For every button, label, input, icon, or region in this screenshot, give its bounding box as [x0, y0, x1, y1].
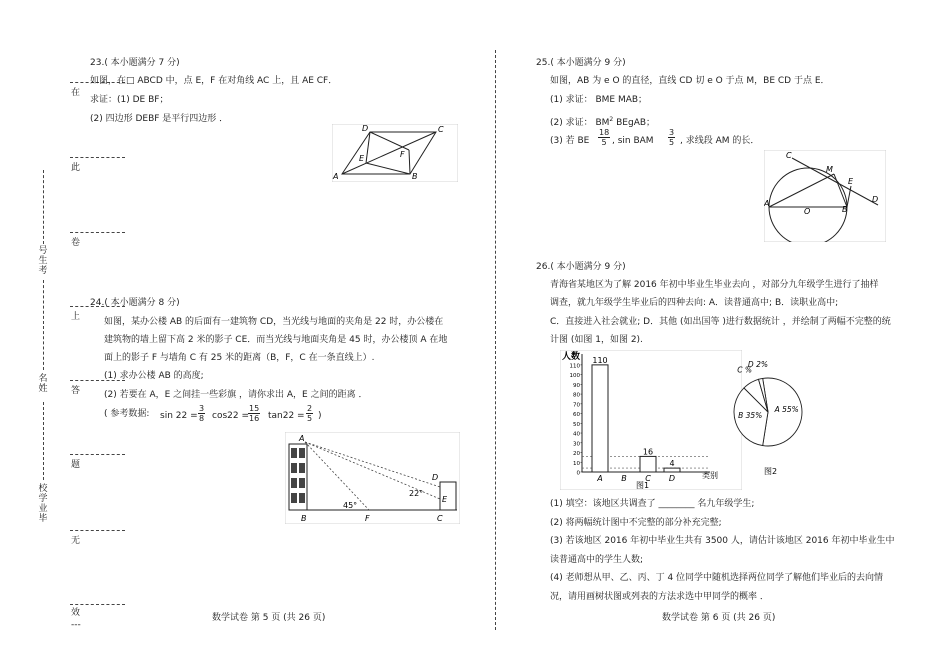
right-footer: 数学试卷 第 6 页 (共 26 页) [662, 613, 776, 623]
margin-word: 上 [71, 312, 81, 322]
label-C: C [438, 125, 444, 134]
frac-cos22: $\frac{15}{16}$ [249, 404, 260, 423]
label-E: E [442, 495, 448, 504]
bar-C [640, 456, 656, 472]
q24-line4: (1) 求办公楼 AB 的高度; [104, 371, 204, 381]
margin-word: 卷 [71, 238, 81, 248]
q26-line2: 调查，就九年级学生毕业后的四种去向: A．读普通高中; B．读职业高中; [550, 298, 839, 308]
q23-line2: 求证：(1) DE BF； [90, 95, 169, 105]
y-tick-label: 70 [573, 402, 580, 409]
margin-word: 效 [71, 608, 81, 618]
chart-title: 图1 [636, 481, 650, 490]
q24-header: 24.( 本小题满分 8 分) [90, 298, 180, 308]
q23-line3: (2) 四边形 DEBF 是平行四边形 ． [90, 114, 229, 124]
frac-tan22: $\frac{2}{5}$ [307, 404, 313, 423]
q24-line1: 如图，某办公楼 AB 的后面有一建筑物 CD，当光线与地面的夹角是 22 时，办公楼在 [104, 317, 444, 327]
q26-line4: 计图 (如图 1，如图 2). [550, 335, 643, 345]
label-D: D [432, 473, 439, 482]
q24-line5: (2) 若要在 A，E 之间挂一些彩旗 ，请你求出 A，E 之间的距离 ． [104, 390, 368, 400]
label-name: 名姓 [38, 374, 48, 394]
parallelogram-figure [332, 124, 458, 182]
q26-sub1: (1) 填空：该地区共调查了 ________ 名九年级学生; [550, 499, 755, 509]
frac-be: $\frac{18}{5}$ [599, 128, 610, 147]
pie-label: A 55% [774, 405, 799, 414]
margin-word: 在 [71, 88, 81, 98]
circle-figure [764, 150, 886, 242]
y-tick-label: 20 [573, 451, 580, 458]
q24-line3: 面上的影子 F 与墙角 C 有 25 米的距离（B，F，C 在一条直线上）. [104, 353, 375, 363]
label-B: B [842, 205, 848, 214]
page-divider [495, 50, 496, 630]
category-label: D [668, 474, 676, 483]
label-E: E [848, 177, 854, 186]
category-label: B [621, 474, 627, 483]
ylabel: 人数 [562, 352, 581, 362]
bar-value-label: 16 [642, 447, 654, 457]
y-tick-label: 0 [576, 470, 580, 477]
q24-ref-open: ( 参考数据: [104, 409, 150, 419]
y-tick-label: 30 [573, 441, 580, 448]
label-D: D [362, 124, 369, 133]
bar-A [592, 365, 608, 472]
category-label: A [597, 474, 603, 483]
building-figure [285, 432, 460, 524]
q25-header: 25.( 本小题满分 9 分) [536, 58, 626, 68]
pie-chart [728, 352, 832, 478]
frac-sin22: $\frac{3}{8}$ [199, 404, 205, 423]
q26-sub3a: (3) 若该地区 2016 年初中毕业生共有 3500 人，请估计该地区 2016 年初中毕业生中 [550, 536, 895, 546]
y-tick-label: 10 [573, 460, 580, 467]
q26-sub2: (2) 将两幅统计图中不完整的部分补充完整; [550, 518, 722, 528]
q24-line2: 建筑物的墙上留下高 2 米的影子 CE．而当光线与地面夹角是 45 时，办公楼顶 A 在地 [104, 335, 448, 345]
q25-line3: (2) 求证： $BM^2$ BEgAB； [550, 116, 656, 128]
label-school: 校学业毕 [38, 484, 48, 524]
q26-line3: C．直接进入社会就业; D．其他 (如出国等 )进行数据统计 ，并绘制了两幅不完整的统 [550, 317, 891, 327]
q26-sub4a: (4) 老师想从甲、乙、丙、丁 4 位同学中随机选择两位同学了解他们毕业后的去向情 [550, 573, 884, 583]
bar-chart [560, 350, 742, 490]
y-tick-label: 40 [573, 431, 580, 438]
q25-line2: (1) 求证： BME MAB； [550, 95, 648, 105]
angle-22: 22° [409, 489, 424, 498]
q26-sub3b: 读普通高中的学生人数; [550, 555, 644, 565]
y-tick-label: 80 [573, 392, 580, 399]
frac-sin: $\frac{3}{5}$ [669, 128, 675, 147]
label-A: A [764, 199, 770, 208]
q25-line4b: , sin BAM [612, 136, 654, 146]
label-B: B [301, 514, 307, 523]
angle-45: 45° [343, 501, 358, 510]
bar-D [664, 468, 680, 472]
label-A: A [333, 172, 339, 181]
q23-header: 23.( 本小题满分 7 分) [90, 58, 180, 68]
label-C: C [437, 514, 443, 523]
bar-value-label: 110 [592, 355, 608, 365]
category-label: C [645, 474, 651, 483]
q25-line4c: , 求线段 AM 的长． [680, 136, 760, 146]
label-F: F [400, 150, 405, 159]
q23-line1: 如图，在□ ABCD 中，点 E，F 在对角线 AC 上，且 AE CF． [90, 76, 338, 86]
q26-line1: 青海省某地区为了解 2016 年初中毕业生毕业去向 ，对部分九年级学生进行了抽样 [550, 280, 879, 290]
q24-sin: sin 22 = [160, 411, 198, 421]
y-tick-label: 100 [569, 373, 580, 380]
label-M: M [826, 165, 833, 174]
left-footer: 数学试卷 第 5 页 (共 26 页) [212, 613, 326, 623]
q24-cos: cos22 = [212, 411, 249, 421]
label-C: C [786, 151, 792, 160]
label-F: F [365, 514, 370, 523]
q25-line4a: (3) 若 BE [550, 136, 590, 146]
bar-value-label: 4 [669, 459, 675, 469]
q26-header: 26.( 本小题满分 9 分) [536, 262, 626, 272]
q24-ref-close: ) [318, 411, 322, 421]
q25-line1: 如图，AB 为 e O 的直径，直线 CD 切 e O 于点 M，BE CD 于点 E． [550, 76, 830, 86]
pie-title: 图2 [764, 467, 778, 476]
y-tick-label: 50 [573, 421, 580, 428]
xlabel: 类别 [702, 471, 718, 480]
q24-tan: tan22 = [268, 411, 305, 421]
pie-label: C % [737, 365, 752, 375]
label-O: O [804, 207, 811, 216]
y-tick-label: 90 [573, 382, 580, 389]
margin-word: 题 [71, 460, 81, 470]
y-tick-label: 110 [569, 363, 580, 370]
pie-label: D 2% [747, 360, 768, 370]
margin-word: 答 [71, 386, 81, 396]
label-E: E [359, 154, 365, 163]
pie-label: B 35% [738, 410, 763, 420]
q26-sub4b: 况，请用画树状图或列表的方法求选中甲同学的概率 ． [550, 592, 769, 602]
label-D: D [872, 195, 879, 204]
label-kaohao: 号生考 [38, 246, 48, 276]
y-tick-label: 60 [573, 412, 580, 419]
margin-word: 此 [71, 163, 81, 173]
label-A: A [299, 434, 305, 443]
margin-word: 无 [71, 536, 81, 546]
label-B: B [412, 172, 418, 181]
